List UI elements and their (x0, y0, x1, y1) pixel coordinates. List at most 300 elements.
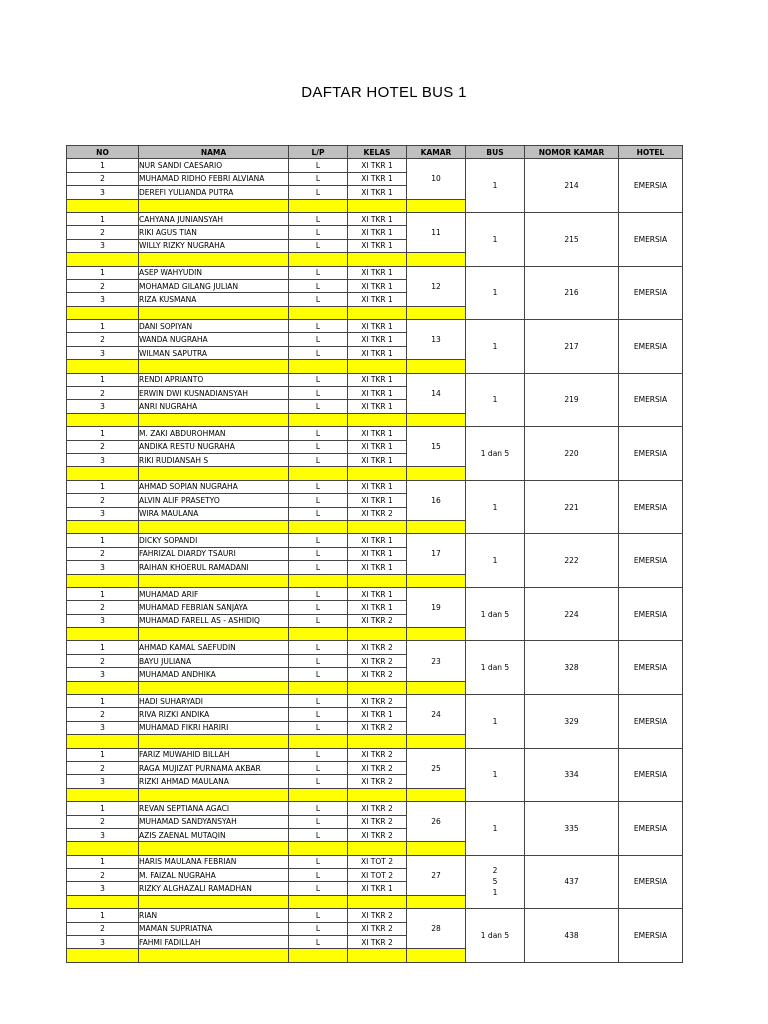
cell-lp: L (289, 802, 348, 815)
spacer-lp (289, 253, 348, 266)
cell-hotel: EMERSIA (619, 427, 683, 481)
cell-lp: L (289, 293, 348, 306)
cell-nama: WANDA NUGRAHA (139, 333, 289, 346)
cell-kelas: XI TKR 1 (348, 159, 407, 172)
cell-kelas: XI TKR 1 (348, 387, 407, 400)
cell-no: 1 (67, 266, 139, 279)
cell-lp: L (289, 387, 348, 400)
column-header-bus: BUS (466, 146, 525, 159)
cell-nama: RAIHAN KHOERUL RAMADANI (139, 561, 289, 574)
cell-hotel: EMERSIA (619, 909, 683, 963)
cell-kelas: XI TKR 1 (348, 587, 407, 600)
cell-bus: 1 (466, 534, 525, 588)
cell-kelas: XI TKR 2 (348, 815, 407, 828)
cell-no: 2 (67, 869, 139, 882)
spacer-lp (289, 628, 348, 641)
cell-nama: AHMAD KAMAL SAEFUDIN (139, 641, 289, 654)
spacer-kelas (348, 574, 407, 587)
cell-hotel: EMERSIA (619, 159, 683, 213)
cell-hotel: EMERSIA (619, 320, 683, 374)
spacer-kamar (407, 895, 466, 908)
cell-no: 3 (67, 936, 139, 949)
cell-no: 1 (67, 373, 139, 386)
table-row (67, 320, 683, 333)
cell-nama: MUHAMAD FIKRI HARIRI (139, 721, 289, 734)
cell-hotel: EMERSIA (619, 802, 683, 856)
cell-nama: MUHAMAD FEBRIAN SANJAYA (139, 601, 289, 614)
cell-kelas: XI TKR 1 (348, 333, 407, 346)
spacer-lp (289, 842, 348, 855)
cell-nama: HARIS MAULANA FEBRIAN (139, 855, 289, 868)
cell-no: 2 (67, 387, 139, 400)
spacer-no (67, 574, 139, 587)
cell-hotel: EMERSIA (619, 266, 683, 320)
spacer-no (67, 413, 139, 426)
cell-nama: RIKI AGUS TIAN (139, 226, 289, 239)
cell-nama: ANDIKA RESTU NUGRAHA (139, 440, 289, 453)
cell-nama: RIZA KUSMANA (139, 293, 289, 306)
cell-nama: REVAN SEPTIANA AGACI (139, 802, 289, 815)
header-row (67, 146, 683, 159)
cell-no: 3 (67, 614, 139, 627)
cell-lp: L (289, 936, 348, 949)
cell-nomor-kamar: 217 (525, 320, 619, 374)
cell-nama: AZIS ZAENAL MUTAQIN (139, 828, 289, 841)
cell-bus: 1 (466, 802, 525, 856)
table-row (67, 534, 683, 547)
cell-nama: DANI SOPIYAN (139, 320, 289, 333)
cell-lp: L (289, 828, 348, 841)
table-row (67, 159, 683, 172)
cell-kamar: 10 (407, 159, 466, 199)
cell-bus: 1 (466, 266, 525, 320)
cell-lp: L (289, 159, 348, 172)
cell-kelas: XI TKR 2 (348, 614, 407, 627)
spacer-nama (139, 788, 289, 801)
spacer-lp (289, 467, 348, 480)
cell-nama: ALVIN ALIF PRASETYO (139, 494, 289, 507)
spacer-lp (289, 413, 348, 426)
cell-hotel: EMERSIA (619, 212, 683, 266)
cell-kelas: XI TKR 1 (348, 266, 407, 279)
cell-kamar: 16 (407, 480, 466, 520)
cell-lp: L (289, 507, 348, 520)
cell-kelas: XI TKR 2 (348, 922, 407, 935)
spacer-nama (139, 895, 289, 908)
cell-kelas: XI TKR 2 (348, 654, 407, 667)
cell-nama: NUR SANDI CAESARIO (139, 159, 289, 172)
cell-lp: L (289, 869, 348, 882)
spacer-nama (139, 520, 289, 533)
table-row (67, 695, 683, 708)
cell-kelas: XI TKR 2 (348, 507, 407, 520)
cell-nomor-kamar: 334 (525, 748, 619, 802)
cell-bus: 1 (466, 373, 525, 427)
cell-no: 3 (67, 721, 139, 734)
column-header-kamar: KAMAR (407, 146, 466, 159)
bus-line: 2 (492, 866, 498, 876)
spacer-no (67, 467, 139, 480)
table-row (67, 641, 683, 654)
spacer-lp (289, 788, 348, 801)
cell-kelas: XI TKR 1 (348, 400, 407, 413)
spacer-kelas (348, 199, 407, 212)
cell-nama: FAHMI FADILLAH (139, 936, 289, 949)
spacer-nama (139, 949, 289, 962)
spacer-no (67, 628, 139, 641)
cell-nomor-kamar: 224 (525, 587, 619, 641)
cell-nomor-kamar: 329 (525, 695, 619, 749)
cell-no: 1 (67, 534, 139, 547)
cell-nama: ASEP WAHYUDIN (139, 266, 289, 279)
cell-lp: L (289, 614, 348, 627)
cell-no: 3 (67, 507, 139, 520)
cell-no: 2 (67, 708, 139, 721)
cell-nama: RIKI RUDIANSAH S (139, 453, 289, 466)
cell-no: 3 (67, 561, 139, 574)
cell-kelas: XI TKR 2 (348, 748, 407, 761)
cell-no: 1 (67, 480, 139, 493)
column-header-hotel: HOTEL (619, 146, 683, 159)
table-row (67, 587, 683, 600)
cell-nomor-kamar: 438 (525, 909, 619, 963)
spacer-kelas (348, 949, 407, 962)
table-row (67, 802, 683, 815)
cell-lp: L (289, 320, 348, 333)
cell-nama: BAYU JULIANA (139, 654, 289, 667)
spacer-kelas (348, 360, 407, 373)
cell-nama: MUHAMAD RIDHO FEBRI ALVIANA (139, 172, 289, 185)
cell-kelas: XI TKR 2 (348, 775, 407, 788)
cell-nama: RIZKI AHMAD MAULANA (139, 775, 289, 788)
cell-nama: M. ZAKI ABDUROHMAN (139, 427, 289, 440)
cell-nama: RIAN (139, 909, 289, 922)
cell-lp: L (289, 212, 348, 225)
cell-no: 1 (67, 695, 139, 708)
cell-kelas: XI TKR 1 (348, 346, 407, 359)
cell-kelas: XI TKR 1 (348, 601, 407, 614)
cell-lp: L (289, 815, 348, 828)
cell-bus: 1 (466, 480, 525, 534)
cell-nama: RIZKY ALGHAZALI RAMADHAN (139, 882, 289, 895)
cell-nama: WIRA MAULANA (139, 507, 289, 520)
spacer-kamar (407, 413, 466, 426)
cell-lp: L (289, 226, 348, 239)
cell-lp: L (289, 480, 348, 493)
spacer-kamar (407, 467, 466, 480)
cell-bus: 1 dan 5 (466, 641, 525, 695)
cell-nama: WILMAN SAPUTRA (139, 346, 289, 359)
cell-lp: L (289, 494, 348, 507)
cell-lp: L (289, 373, 348, 386)
cell-no: 2 (67, 761, 139, 774)
cell-no: 2 (67, 440, 139, 453)
cell-no: 3 (67, 293, 139, 306)
column-header-nomor-kamar: NOMOR KAMAR (525, 146, 619, 159)
spacer-nama (139, 842, 289, 855)
spacer-kamar (407, 253, 466, 266)
cell-no: 2 (67, 922, 139, 935)
cell-lp: L (289, 266, 348, 279)
table-body (67, 159, 683, 962)
column-header-kelas: KELAS (348, 146, 407, 159)
cell-hotel: EMERSIA (619, 534, 683, 588)
cell-nama: CAHYANA JUNIANSYAH (139, 212, 289, 225)
spacer-no (67, 306, 139, 319)
cell-no: 3 (67, 400, 139, 413)
cell-nomor-kamar: 214 (525, 159, 619, 213)
cell-lp: L (289, 601, 348, 614)
cell-lp: L (289, 547, 348, 560)
spacer-no (67, 681, 139, 694)
cell-no: 1 (67, 587, 139, 600)
spacer-kamar (407, 199, 466, 212)
spacer-lp (289, 360, 348, 373)
spacer-kelas (348, 735, 407, 748)
cell-bus: 1 dan 5 (466, 427, 525, 481)
cell-kamar: 11 (407, 212, 466, 252)
cell-kelas: XI TKR 1 (348, 320, 407, 333)
bus-line: 5 (492, 877, 498, 887)
spacer-lp (289, 199, 348, 212)
cell-kamar: 12 (407, 266, 466, 306)
cell-no: 1 (67, 320, 139, 333)
cell-bus (466, 855, 525, 909)
cell-no: 3 (67, 453, 139, 466)
spacer-kamar (407, 520, 466, 533)
cell-no: 1 (67, 427, 139, 440)
cell-kelas: XI TKR 1 (348, 480, 407, 493)
cell-no: 2 (67, 601, 139, 614)
cell-nama: RENDI APRIANTO (139, 373, 289, 386)
cell-nama: MOHAMAD GILANG JULIAN (139, 279, 289, 292)
spacer-kamar (407, 842, 466, 855)
cell-no: 2 (67, 279, 139, 292)
cell-kelas: XI TKR 2 (348, 828, 407, 841)
spacer-nama (139, 360, 289, 373)
cell-lp: L (289, 440, 348, 453)
cell-kamar: 23 (407, 641, 466, 681)
spacer-lp (289, 306, 348, 319)
cell-bus: 1 (466, 212, 525, 266)
cell-kamar: 19 (407, 587, 466, 627)
spacer-lp (289, 574, 348, 587)
cell-no: 2 (67, 333, 139, 346)
cell-kamar: 15 (407, 427, 466, 467)
spacer-nama (139, 681, 289, 694)
cell-bus: 1 (466, 320, 525, 374)
cell-nomor-kamar: 437 (525, 855, 619, 909)
cell-nomor-kamar: 219 (525, 373, 619, 427)
spacer-kelas (348, 681, 407, 694)
cell-hotel: EMERSIA (619, 748, 683, 802)
cell-kelas: XI TKR 1 (348, 534, 407, 547)
cell-nama: MUHAMAD FARELL AS - ASHIDIQ (139, 614, 289, 627)
cell-hotel: EMERSIA (619, 855, 683, 909)
table-row (67, 909, 683, 922)
cell-lp: L (289, 172, 348, 185)
cell-nomor-kamar: 216 (525, 266, 619, 320)
spacer-kamar (407, 681, 466, 694)
cell-lp: L (289, 775, 348, 788)
cell-lp: L (289, 400, 348, 413)
cell-nama: HADI SUHARYADI (139, 695, 289, 708)
spacer-kamar (407, 628, 466, 641)
spacer-lp (289, 735, 348, 748)
cell-lp: L (289, 279, 348, 292)
cell-kamar: 25 (407, 748, 466, 788)
cell-kamar: 27 (407, 855, 466, 895)
cell-nama: MUHAMAD ARIF (139, 587, 289, 600)
cell-nama: MUHAMAD ANDHIKA (139, 668, 289, 681)
cell-hotel: EMERSIA (619, 695, 683, 749)
table-row (67, 480, 683, 493)
cell-nomor-kamar: 220 (525, 427, 619, 481)
spacer-no (67, 735, 139, 748)
cell-nama: RAGA MUJIZAT PURNAMA AKBAR (139, 761, 289, 774)
cell-kamar: 28 (407, 909, 466, 949)
cell-kamar: 26 (407, 802, 466, 842)
cell-lp: L (289, 333, 348, 346)
cell-no: 1 (67, 212, 139, 225)
cell-nomor-kamar: 335 (525, 802, 619, 856)
cell-nama: M. FAIZAL NUGRAHA (139, 869, 289, 882)
spacer-kelas (348, 842, 407, 855)
cell-no: 2 (67, 815, 139, 828)
cell-no: 3 (67, 186, 139, 199)
cell-kelas: XI TKR 1 (348, 279, 407, 292)
cell-nama: ANRI NUGRAHA (139, 400, 289, 413)
cell-lp: L (289, 534, 348, 547)
cell-kelas: XI TKR 1 (348, 708, 407, 721)
cell-kelas: XI TKR 2 (348, 641, 407, 654)
cell-nama: ERWIN DWI KUSNADIANSYAH (139, 387, 289, 400)
cell-lp: L (289, 695, 348, 708)
cell-no: 2 (67, 547, 139, 560)
cell-nama: MUHAMAD SANDYANSYAH (139, 815, 289, 828)
spacer-kelas (348, 253, 407, 266)
spacer-no (67, 949, 139, 962)
column-header-lp: L/P (289, 146, 348, 159)
cell-nomor-kamar: 328 (525, 641, 619, 695)
cell-kelas: XI TOT 2 (348, 855, 407, 868)
spacer-lp (289, 949, 348, 962)
cell-lp: L (289, 748, 348, 761)
table-row (67, 748, 683, 761)
spacer-no (67, 788, 139, 801)
table-row (67, 266, 683, 279)
cell-lp: L (289, 761, 348, 774)
spacer-kelas (348, 895, 407, 908)
cell-lp: L (289, 186, 348, 199)
cell-kelas: XI TKR 2 (348, 695, 407, 708)
cell-kelas: XI TKR 2 (348, 936, 407, 949)
spacer-kamar (407, 735, 466, 748)
cell-kelas: XI TKR 1 (348, 440, 407, 453)
cell-nama: DICKY SOPANDI (139, 534, 289, 547)
spacer-nama (139, 306, 289, 319)
cell-lp: L (289, 427, 348, 440)
cell-hotel: EMERSIA (619, 373, 683, 427)
cell-no: 3 (67, 239, 139, 252)
cell-kelas: XI TKR 1 (348, 212, 407, 225)
spacer-lp (289, 681, 348, 694)
spacer-kelas (348, 628, 407, 641)
hotel-table (66, 145, 683, 963)
cell-kamar: 13 (407, 320, 466, 360)
cell-lp: L (289, 587, 348, 600)
cell-bus: 1 (466, 695, 525, 749)
cell-nama: RIVA RIZKI ANDIKA (139, 708, 289, 721)
cell-bus: 1 (466, 159, 525, 213)
spacer-nama (139, 413, 289, 426)
cell-kelas: XI TKR 2 (348, 668, 407, 681)
cell-bus: 1 dan 5 (466, 909, 525, 963)
cell-kelas: XI TKR 1 (348, 172, 407, 185)
cell-no: 1 (67, 641, 139, 654)
spacer-no (67, 895, 139, 908)
spacer-lp (289, 520, 348, 533)
cell-no: 1 (67, 748, 139, 761)
cell-kelas: XI TKR 1 (348, 547, 407, 560)
cell-kelas: XI TKR 1 (348, 293, 407, 306)
cell-lp: L (289, 855, 348, 868)
spacer-kelas (348, 306, 407, 319)
cell-bus: 1 (466, 748, 525, 802)
cell-kelas: XI TKR 2 (348, 909, 407, 922)
cell-hotel: EMERSIA (619, 641, 683, 695)
spacer-nama (139, 253, 289, 266)
cell-kamar: 14 (407, 373, 466, 413)
cell-lp: L (289, 654, 348, 667)
cell-lp: L (289, 909, 348, 922)
cell-hotel: EMERSIA (619, 480, 683, 534)
table-row (67, 427, 683, 440)
spacer-kamar (407, 574, 466, 587)
cell-lp: L (289, 668, 348, 681)
cell-nama: MAMAN SUPRIATNA (139, 922, 289, 935)
cell-nomor-kamar: 221 (525, 480, 619, 534)
cell-nomor-kamar: 222 (525, 534, 619, 588)
cell-nama: DEREFI YULIANDA PUTRA (139, 186, 289, 199)
cell-kelas: XI TKR 1 (348, 494, 407, 507)
spacer-no (67, 360, 139, 373)
spacer-kelas (348, 413, 407, 426)
spacer-nama (139, 574, 289, 587)
cell-kelas: XI TKR 1 (348, 226, 407, 239)
cell-nama: FAHRIZAL DIARDY TSAURI (139, 547, 289, 560)
spacer-kelas (348, 520, 407, 533)
spacer-nama (139, 735, 289, 748)
page-title: DAFTAR HOTEL BUS 1 (301, 84, 467, 101)
cell-kelas: XI TKR 2 (348, 721, 407, 734)
cell-nomor-kamar: 215 (525, 212, 619, 266)
cell-no: 3 (67, 346, 139, 359)
spacer-kamar (407, 306, 466, 319)
cell-lp: L (289, 882, 348, 895)
cell-no: 1 (67, 159, 139, 172)
cell-kelas: XI TKR 2 (348, 802, 407, 815)
table-row (67, 212, 683, 225)
cell-nama: WILLY RIZKY NUGRAHA (139, 239, 289, 252)
cell-no: 2 (67, 494, 139, 507)
spacer-lp (289, 895, 348, 908)
spacer-nama (139, 467, 289, 480)
cell-no: 1 (67, 802, 139, 815)
cell-lp: L (289, 922, 348, 935)
spacer-nama (139, 628, 289, 641)
cell-no: 2 (67, 654, 139, 667)
